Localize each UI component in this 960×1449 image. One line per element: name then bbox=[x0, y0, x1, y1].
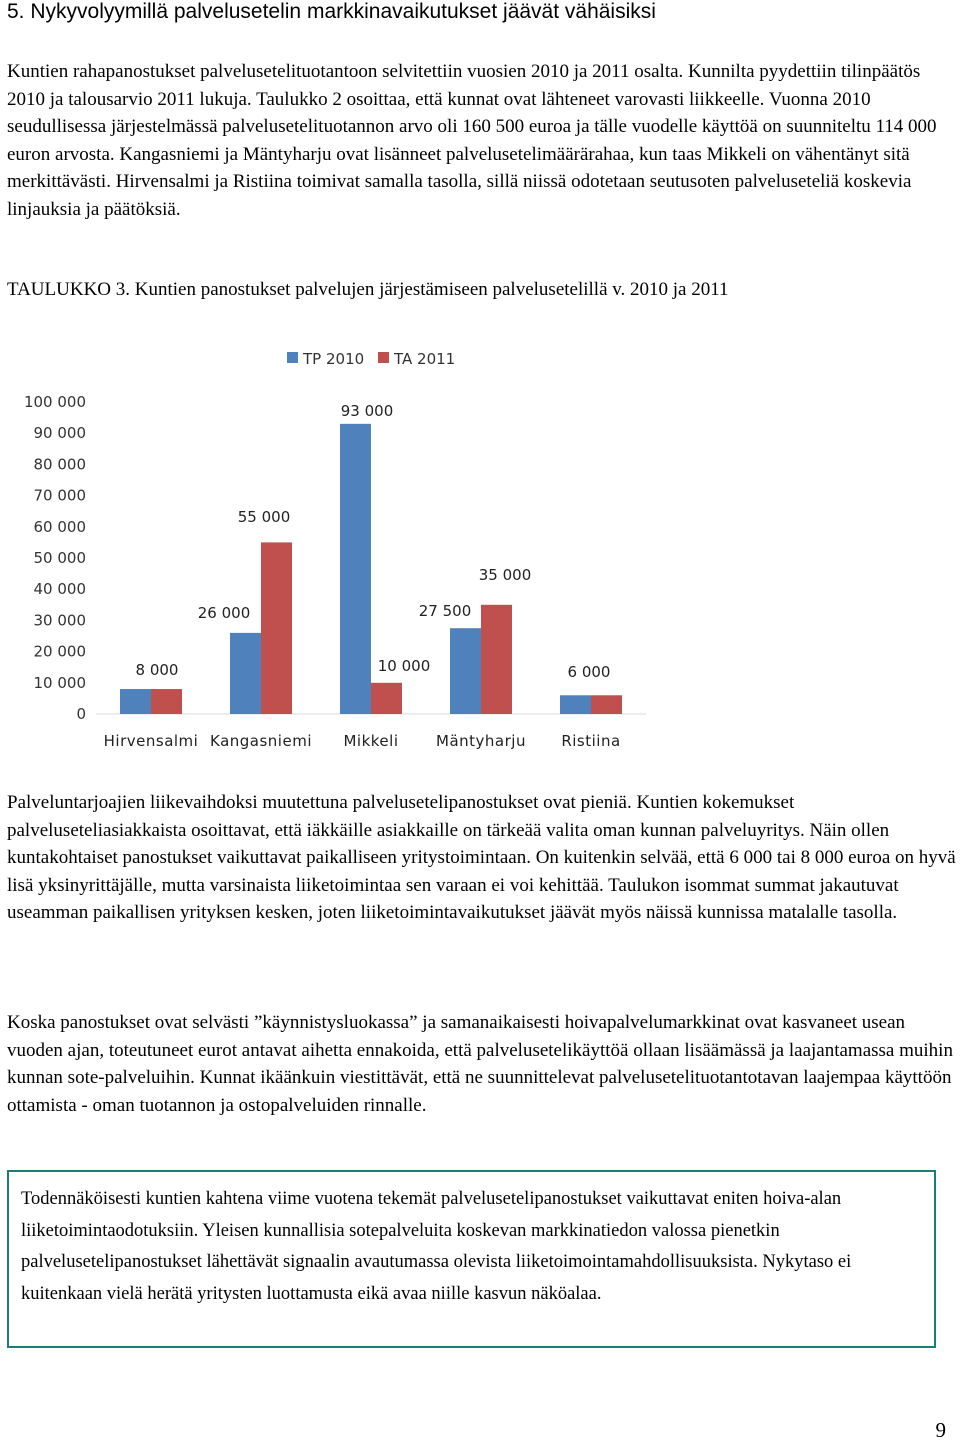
data-label: 8 000 bbox=[135, 661, 179, 679]
chart-data-labels bbox=[136, 402, 611, 681]
legend-label-tp2010: TP 2010 bbox=[303, 350, 365, 368]
y-tick-label: 100 000 bbox=[23, 393, 86, 411]
data-label: 55 000 bbox=[237, 508, 291, 526]
bar-mäntyharju-ta2011 bbox=[481, 605, 512, 714]
legend-swatch-tp2010 bbox=[287, 352, 298, 363]
x-tick-label: Mikkeli bbox=[343, 732, 399, 750]
page-number: 9 bbox=[935, 1418, 946, 1442]
legend-label-ta2011: TA 2011 bbox=[394, 350, 456, 368]
bar-ristiina-ta2011 bbox=[591, 695, 622, 714]
bar-kangasniemi-ta2011 bbox=[261, 542, 292, 714]
x-axis-labels bbox=[104, 732, 621, 750]
section-heading: 5. Nykyvolyymillä palvelusetelin markkinavaikutukset jäävät vähäisiksi bbox=[7, 0, 656, 23]
y-tick-label: 0 bbox=[76, 705, 86, 723]
y-tick-label: 30 000 bbox=[33, 611, 86, 630]
data-label: 27 500 bbox=[418, 602, 472, 620]
bar-hirvensalmi-ta2011 bbox=[151, 689, 182, 714]
bar-hirvensalmi-tp2010 bbox=[120, 689, 151, 714]
table-caption: TAULUKKO 3. Kuntien panostukset palvelujen järjestämiseen palvelusetelillä v. 2010 ja 2011 bbox=[7, 279, 729, 300]
bar-mäntyharju-tp2010 bbox=[450, 628, 481, 714]
summary-box bbox=[7, 1170, 936, 1348]
x-tick-label: Ristiina bbox=[561, 732, 621, 750]
bar-mikkeli-ta2011 bbox=[371, 683, 402, 714]
x-tick-label: Kangasniemi bbox=[210, 732, 312, 750]
data-label: 93 000 bbox=[340, 402, 394, 420]
data-label: 10 000 bbox=[377, 657, 431, 675]
chart-bars bbox=[120, 424, 622, 714]
data-label: 26 000 bbox=[197, 604, 251, 622]
intro-paragraph: Kuntien rahapanostukset palvelusetelituotantoon selvitettiin vuosien 2010 ja 2011 osalta. Kunnilta pyydettiin tilinpäätös 2010 ja talousarvio 2011 lukuja. Taulukko 2 osoittaa, että kunnat ovat lähteneet varovasti liikkeelle. Vuonna 2010 seudullisessa järjestelmässä palvelusetelituotannon arvo oli 160 500 euroa ja tälle vuodelle käyttöä on suunniteltu 114 000 euron arvosta. Kangasniemi ja Mäntyharju ovat lisänneet palvelusetelimäärärahaa, kun taas Mikkeli on vähentänyt sitä merkittävästi. Hirvensalmi ja Ristiina toimivat samalla tasolla, sillä niissä odotetaan seutusoten palveluseteliä koskevia linjauksia ja päätöksiä. bbox=[7, 61, 937, 220]
chart-legend bbox=[287, 350, 455, 368]
y-tick-label: 60 000 bbox=[33, 517, 86, 536]
y-tick-label: 50 000 bbox=[33, 549, 86, 567]
bar-kangasniemi-tp2010 bbox=[230, 633, 261, 714]
y-tick-label: 80 000 bbox=[33, 455, 86, 474]
legend-swatch-ta2011 bbox=[378, 352, 389, 363]
bar-mikkeli-tp2010 bbox=[340, 424, 371, 714]
y-tick-label: 20 000 bbox=[33, 642, 86, 661]
x-tick-label: Hirvensalmi bbox=[103, 732, 199, 750]
y-axis-ticks bbox=[24, 393, 86, 723]
data-label: 6 000 bbox=[567, 663, 611, 681]
y-tick-label: 10 000 bbox=[33, 673, 86, 692]
y-tick-label: 90 000 bbox=[33, 424, 86, 443]
paragraph-3: Koska panostukset ovat selvästi ”käynnistysluokassa” ja samanaikaisesti hoivapalvelumarkkinat ovat kasvaneet usean vuoden ajan, toteutuneet eurot antavat aihetta ennakoida, että palvelusetelikäyttöä ollaan lisäämässä ja laajantamassa muihin kunnan sote-palveluihin. Kunnat ikäänkuin viestittävät, että ne suunnittelevat palvelusetelituotantotavan laajempaa käyttöön ottamista - oman tuotannon ja ostopalveluiden rinnalle. bbox=[7, 1012, 953, 1116]
paragraph-2: Palveluntarjoajien liikevaihdoksi muutettuna palvelusetelipanostukset ovat pieniä. Kuntien kokemukset palveluseteliasiakkaista osoittavat, että iäkkäille asiakkaille on tärkeää valita oman kunnan palveluyritys. Näin ollen kuntakohtaiset panostukset vaikuttavat paikalliseen yritystoimintaan. On kuitenkin selvää, että 6 000 tai 8 000 euroa on hyvä lisä yksinyrittäjälle, mutta varsinaista liiketoimintaa sen varaan ei voi kehittää. Taulukon isommat summat jakautuvat useamman paikallisen yrityksen kesken, joten liiketoimintavaikutukset jäävät myös näissä kunnissa matalalle tasolla. bbox=[7, 792, 956, 923]
bar-chart bbox=[0, 330, 960, 760]
data-label: 35 000 bbox=[478, 566, 532, 584]
y-tick-label: 70 000 bbox=[33, 486, 86, 505]
x-tick-label: Mäntyharju bbox=[436, 732, 526, 750]
y-tick-label: 40 000 bbox=[33, 580, 86, 599]
summary-box-text: Todennäköisesti kuntien kahtena viime vuotena tekemät palvelusetelipanostukset vaikuttavat eniten hoiva-alan liiketoimintaodotuksiin. Yleisen kunnallisia sotepalveluita koskevan markkinatiedon valossa pienetkin palvelusetelipanostukset lähettävät signaalin avautumassa olevista liiketoimointamahdollisuuksista. Nykytaso ei kuitenkaan vielä herätä yritysten luottamusta eikä avaa niille kasvun näköalaa. bbox=[21, 1189, 852, 1304]
bar-ristiina-tp2010 bbox=[560, 695, 591, 714]
